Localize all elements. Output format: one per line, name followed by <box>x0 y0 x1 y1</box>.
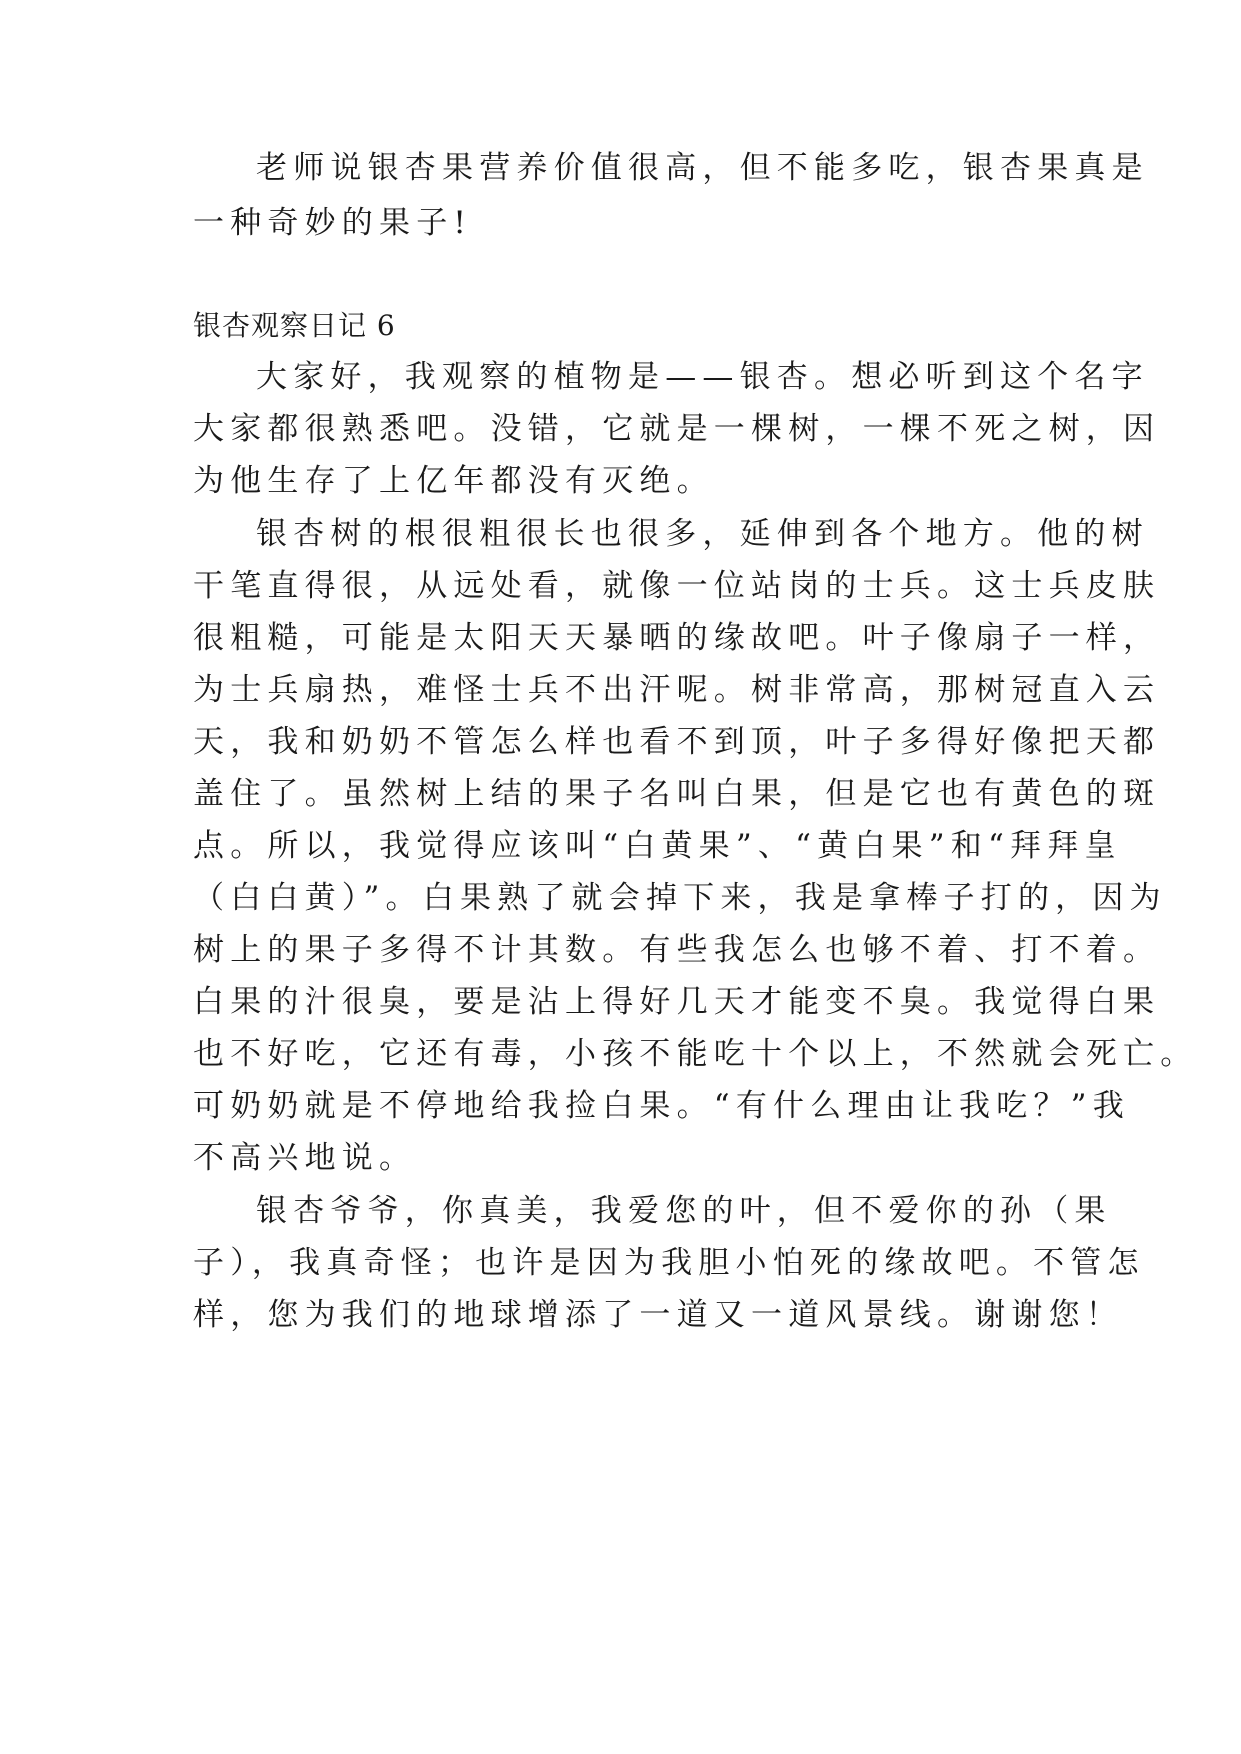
paragraph-line: 老师说银杏果营养价值很高，但不能多吃，银杏果真是 <box>256 150 1149 186</box>
paragraph-line: 银杏树的根很粗很长也很多，延伸到各个地方。他的树 <box>256 516 1149 552</box>
paragraph-line: 为他生存了上亿年都没有灭绝。 <box>193 463 714 499</box>
paragraph-line: 样，您为我们的地球增添了一道又一道风景线。谢谢您！ <box>193 1297 1123 1333</box>
paragraph-line: 白果的汁很臭，要是沾上得好几天才能变不臭。我觉得白果 <box>193 984 1161 1020</box>
paragraph-line: 盖住了。虽然树上结的果子名叫白果，但是它也有黄色的斑 <box>193 776 1161 812</box>
paragraph-line: 为士兵扇热，难怪士兵不出汗呢。树非常高，那树冠直入云 <box>193 672 1161 708</box>
paragraph-line: 可奶奶就是不停地给我捡白果。“有什么理由让我吃？”我 <box>193 1088 1130 1124</box>
paragraph-line: 不高兴地说。 <box>193 1140 417 1176</box>
paragraph-line: 天，我和奶奶不管怎么样也看不到顶，叶子多得好像把天都 <box>193 724 1161 760</box>
paragraph-line: 子），我真奇怪；也许是因为我胆小怕死的缘故吧。不管怎 <box>193 1245 1145 1281</box>
paragraph-line: 很粗糙，可能是太阳天天暴晒的缘故吧。叶子像扇子一样， <box>193 620 1161 656</box>
paragraph-line: 树上的果子多得不计其数。有些我怎么也够不着、打不着。 <box>193 932 1161 968</box>
section-title: 银杏观察日记 6 <box>193 309 396 342</box>
paragraph-line: 也不好吃，它还有毒，小孩不能吃十个以上，不然就会死亡。 <box>193 1036 1198 1072</box>
paragraph-line: 点。所以，我觉得应该叫“白黄果”、“黄白果”和“拜拜皇 <box>193 828 1122 864</box>
paragraph-line: 大家好，我观察的植物是——银杏。想必听到这个名字 <box>256 359 1149 395</box>
paragraph-line: （白白黄）”。白果熟了就会掉下来，我是拿棒子打的，因为 <box>193 880 1167 916</box>
paragraph-line: 一种奇妙的果子! <box>193 205 473 241</box>
paragraph-line: 干笔直得很，从远处看，就像一位站岗的士兵。这士兵皮肤 <box>193 568 1161 604</box>
paragraph-line: 大家都很熟悉吧。没错，它就是一棵树，一棵不死之树，因 <box>193 411 1161 447</box>
paragraph-line: 银杏爷爷，你真美，我爱您的叶，但不爱你的孙（果 <box>256 1193 1112 1229</box>
